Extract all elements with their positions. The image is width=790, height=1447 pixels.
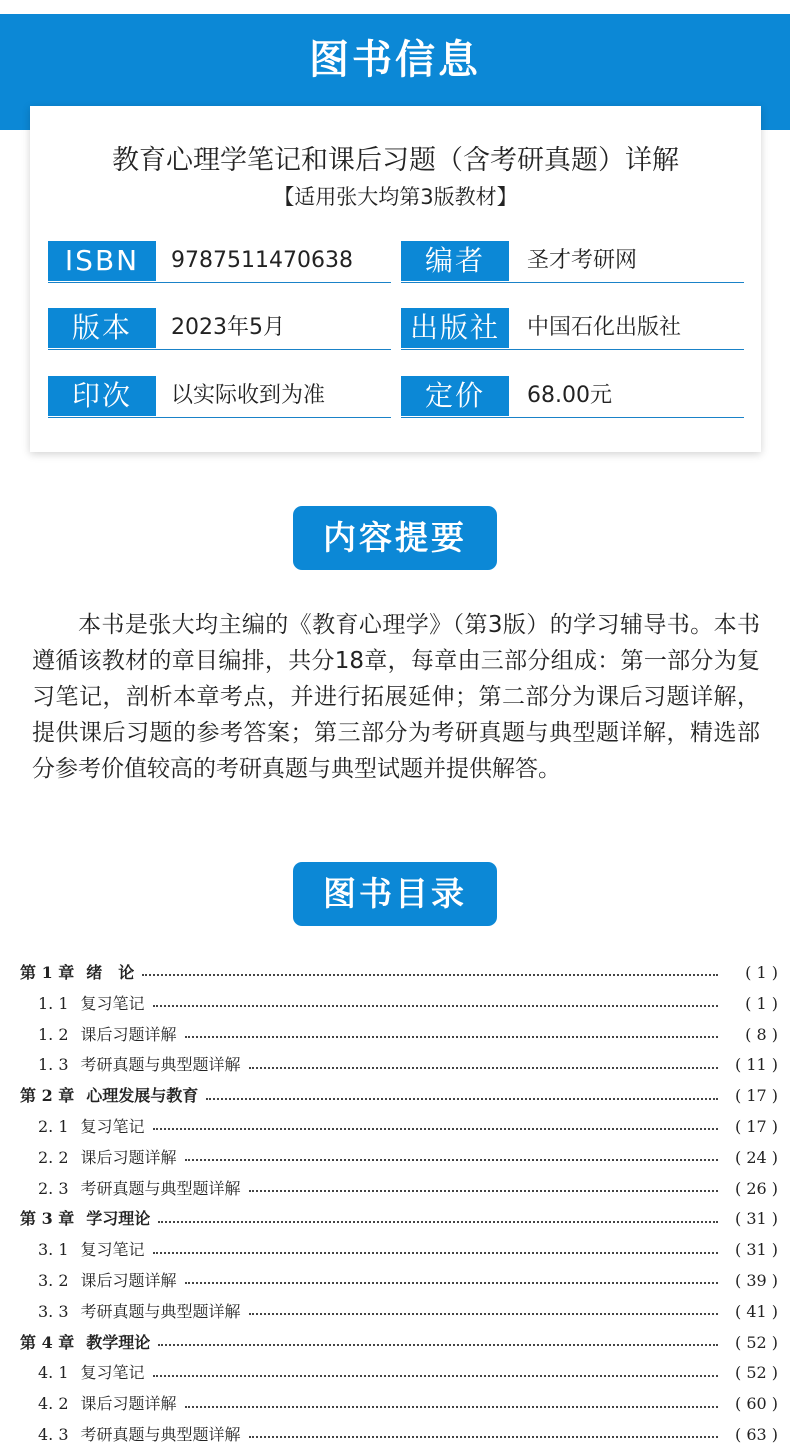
field-label: 出版社 (401, 308, 509, 348)
toc-section-row (20, 1143, 778, 1174)
toc-title: 考研真题与典型题详解 (80, 1301, 241, 1321)
toc-section-row (20, 1297, 778, 1328)
field-value: 68.00元 (527, 383, 612, 408)
toc-section-row (20, 1358, 778, 1389)
toc-page-number: ( 52 ) (734, 1332, 778, 1352)
toc-title: 课后习题详解 (80, 1270, 177, 1290)
toc-number: 4. 3 (38, 1424, 69, 1444)
toc-leader-dots (249, 1190, 718, 1192)
toc-leader-dots (142, 974, 718, 976)
toc-page-number: ( 41 ) (734, 1301, 778, 1321)
toc-number: 第 1 章 (20, 963, 75, 982)
toc-page-number: ( 63 ) (734, 1424, 778, 1444)
field-label: 印次 (48, 376, 156, 416)
toc-section-row (20, 1050, 778, 1081)
toc-title: 心理发展与教育 (86, 1086, 199, 1106)
summary-text: 本书是张大均主编的《教育心理学》（第3版）的学习辅导书。本书遵循该教材的章目编排，共分18章，每章由三部分组成：第一部分为复习笔记，剖析本章考点，并进行拓展延伸；第二部分为课后习题详解，提供课后习题的参考答案；第三部分为考研真题与典型题详解，精选部分参考价值较高的考研真题与典型试题并提供解答。 (32, 612, 760, 782)
field-price (401, 376, 744, 418)
field-label: ISBN (48, 241, 156, 281)
toc-section-row (20, 1420, 778, 1447)
toc-title: 学习理论 (86, 1209, 151, 1229)
toc-chapter-row (20, 1081, 778, 1112)
summary-heading: 内容提要 (293, 506, 497, 570)
toc-leader-dots (153, 1252, 718, 1254)
toc-leader-dots (153, 1375, 718, 1377)
toc-leader-dots (185, 1159, 718, 1161)
field-label: 定价 (401, 376, 509, 416)
toc-number: 1. 3 (38, 1055, 69, 1075)
field-value: 2023年5月 (171, 315, 285, 340)
toc-page-number: ( 24 ) (734, 1147, 778, 1167)
toc-leader-dots (158, 1344, 718, 1346)
toc-leader-dots (158, 1221, 718, 1223)
toc-page-number: ( 31 ) (734, 1209, 778, 1229)
field-value: 圣才考研网 (527, 248, 638, 273)
toc-page-number: ( 1 ) (745, 963, 778, 982)
field-publisher (401, 308, 744, 350)
toc-section-row (20, 989, 778, 1020)
field-label: 编者 (401, 241, 509, 281)
toc-leader-dots (153, 1128, 718, 1130)
toc-title: 考研真题与典型题详解 (80, 1178, 241, 1198)
toc-page-number: ( 60 ) (734, 1394, 778, 1414)
toc-heading: 图书目录 (293, 862, 497, 926)
toc-number: 3. 1 (38, 1240, 69, 1260)
toc-leader-dots (153, 1005, 718, 1007)
toc-title: 复习笔记 (80, 1116, 145, 1136)
toc-title: 复习笔记 (80, 1363, 145, 1383)
toc-number: 第 2 章 (20, 1086, 75, 1106)
toc-page-number: ( 39 ) (734, 1270, 778, 1290)
toc-title: 课后习题详解 (80, 1024, 177, 1044)
toc-chapter-row (20, 1328, 778, 1359)
toc-leader-dots (249, 1436, 718, 1438)
toc-number: 第 3 章 (20, 1209, 75, 1229)
toc-section-row (20, 1266, 778, 1297)
toc-title: 课后习题详解 (80, 1147, 177, 1167)
toc-leader-dots (185, 1406, 718, 1408)
toc-number: 4. 1 (38, 1363, 69, 1383)
toc-leader-dots (249, 1067, 718, 1069)
toc-page-number: ( 52 ) (734, 1363, 778, 1383)
field-value: 中国石化出版社 (527, 315, 682, 340)
toc-number: 1. 1 (38, 993, 69, 1013)
field-value: 9787511470638 (171, 248, 353, 273)
field-editor (401, 241, 744, 283)
toc-number: 2. 3 (38, 1178, 69, 1198)
toc-number: 第 4 章 (20, 1332, 75, 1352)
book-title: 教育心理学笔记和课后习题（含考研真题）详解 (112, 145, 679, 176)
toc-title: 复习笔记 (80, 993, 145, 1013)
toc-number: 3. 3 (38, 1301, 69, 1321)
toc-title: 复习笔记 (80, 1240, 145, 1260)
toc-chapter-row (20, 1204, 778, 1235)
toc-title: 考研真题与典型题详解 (80, 1055, 241, 1075)
toc-title: 绪 论 (86, 963, 135, 982)
toc-number: 2. 2 (38, 1147, 69, 1167)
toc-section-row (20, 1020, 778, 1051)
toc-page-number: ( 17 ) (734, 1116, 778, 1136)
header-title: 图书信息 (309, 37, 481, 83)
field-edition (48, 308, 391, 350)
toc-section-row (20, 1112, 778, 1143)
field-isbn (48, 241, 391, 283)
toc-page-number: ( 31 ) (734, 1240, 778, 1260)
toc-page-number: ( 8 ) (745, 1024, 778, 1044)
book-subtitle: 【适用张大均第3版教材】 (273, 185, 518, 209)
toc-leader-dots (249, 1313, 718, 1315)
field-label: 版本 (48, 308, 156, 348)
toc-title: 教学理论 (86, 1332, 151, 1352)
toc-page-number: ( 11 ) (734, 1055, 778, 1075)
toc-number: 4. 2 (38, 1394, 69, 1414)
toc-page-number: ( 17 ) (734, 1086, 778, 1106)
toc-number: 3. 2 (38, 1270, 69, 1290)
toc-chapter-row (20, 958, 778, 989)
toc-title: 课后习题详解 (80, 1394, 177, 1414)
toc-number: 2. 1 (38, 1116, 69, 1136)
field-printing (48, 376, 391, 418)
table-of-contents (20, 958, 778, 1447)
field-value: 以实际收到为准 (171, 383, 326, 408)
toc-number: 1. 2 (38, 1024, 69, 1044)
toc-leader-dots (185, 1282, 718, 1284)
toc-page-number: ( 1 ) (745, 993, 778, 1013)
toc-section-row (20, 1389, 778, 1420)
book-info-card (30, 106, 761, 452)
toc-section-row (20, 1174, 778, 1205)
toc-title: 考研真题与典型题详解 (80, 1424, 241, 1444)
toc-leader-dots (206, 1098, 718, 1100)
toc-section-row (20, 1235, 778, 1266)
toc-page-number: ( 26 ) (734, 1178, 778, 1198)
toc-leader-dots (185, 1036, 718, 1038)
